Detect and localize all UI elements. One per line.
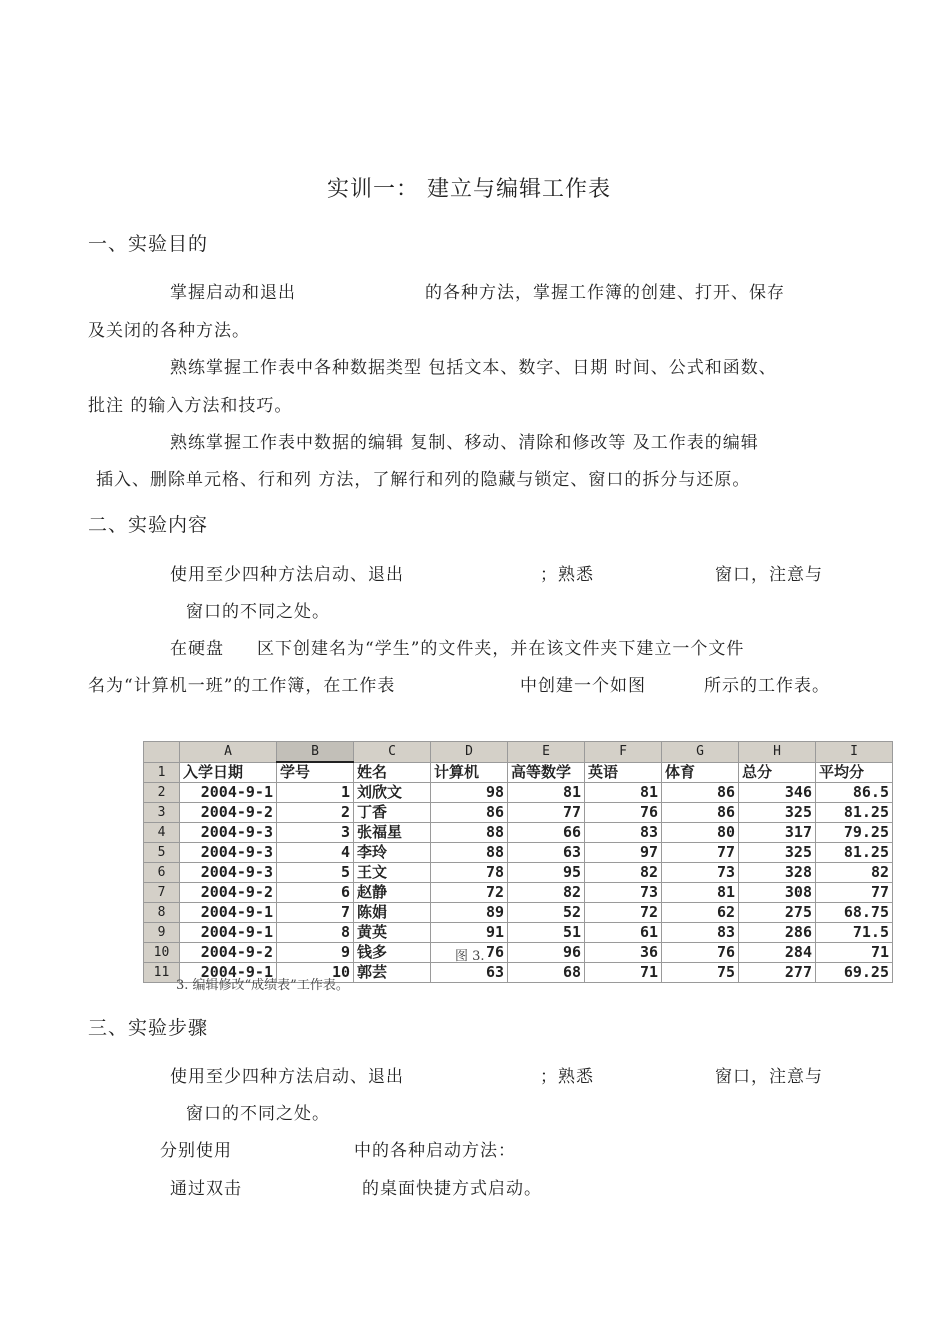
table-cell: 73 [585,883,662,903]
paragraph-text: 窗口的不同之处。 [186,1104,330,1124]
table-row [144,803,893,823]
header-cell: 学号 [277,762,354,783]
header-cell: 入学日期 [180,762,277,783]
table-cell: 286 [739,923,816,943]
column-header: C [354,742,431,763]
header-cell: 姓名 [354,762,431,783]
table-cell: 68.75 [816,903,893,923]
table-cell: 张福星 [354,823,431,843]
table-cell: 63 [431,963,508,983]
table-cell: 2004-9-3 [180,823,277,843]
table-cell: 86.5 [816,783,893,803]
table-cell: 郭芸 [354,963,431,983]
paragraph-text: 熟练掌握工作表中数据的编辑 复制、移动、清除和修改等 及工作表的编辑 [170,433,759,453]
table-cell: 78 [431,863,508,883]
table-cell: 77 [508,803,585,823]
table-cell: 81 [662,883,739,903]
table-row [144,783,893,803]
table-cell: 81.25 [816,843,893,863]
column-header: A [180,742,277,763]
header-cell: 英语 [585,762,662,783]
table-row [144,823,893,843]
table-cell: 钱多 [354,943,431,963]
header-cell: 计算机 [431,762,508,783]
table-cell: 86 [662,803,739,823]
page-title: 实训一： 建立与编辑工作表 [327,177,611,202]
header-cell: 总分 [739,762,816,783]
row-header: 8 [144,903,180,923]
table-cell: 2004-9-1 [180,923,277,943]
table-cell: 98 [431,783,508,803]
table-cell: 赵静 [354,883,431,903]
header-cell: 体育 [662,762,739,783]
table-cell: 2004-9-3 [180,843,277,863]
table-cell: 71.5 [816,923,893,943]
row-header: 9 [144,923,180,943]
spreadsheet-figure [143,741,893,983]
table-cell: 陈娟 [354,903,431,923]
table-cell: 2004-9-1 [180,783,277,803]
column-header: E [508,742,585,763]
row-header: 3 [144,803,180,823]
header-cell: 高等数学 [508,762,585,783]
table-cell: 61 [585,923,662,943]
row-header: 7 [144,883,180,903]
table-cell: 77 [816,883,893,903]
table-cell: 51 [508,923,585,943]
row-header: 1 [144,762,180,783]
paragraph-text: ；熟悉 [540,565,594,585]
paragraph-text: 分别使用 [160,1141,232,1161]
table-cell: 2004-9-2 [180,883,277,903]
table-cell: 86 [662,783,739,803]
table-cell: 72 [431,883,508,903]
table-cell: 83 [585,823,662,843]
table-cell: 308 [739,883,816,903]
table-cell: 81 [585,783,662,803]
paragraph-text: 使用至少四种方法启动、退出 [170,1067,404,1087]
table-row [144,863,893,883]
column-header: I [816,742,893,763]
table-cell: 62 [662,903,739,923]
table-cell: 81.25 [816,803,893,823]
table-cell: 王文 [354,863,431,883]
table-cell: 2004-9-2 [180,803,277,823]
paragraph-text: 窗口，注意与 [715,565,823,585]
row-header: 10 [144,943,180,963]
table-cell: 325 [739,843,816,863]
figure-label: 图 3. [455,949,485,964]
table-cell: 91 [431,923,508,943]
row-header: 2 [144,783,180,803]
corner-cell [144,742,180,763]
table-cell: 2004-9-1 [180,903,277,923]
paragraph-text: 的各种方法，掌握工作簿的创建、打开、保存 [425,283,785,303]
table-cell: 77 [662,843,739,863]
table-cell: 82 [816,863,893,883]
paragraph-text: 插入、删除单元格、行和列 方法，了解行和列的隐藏与锁定、窗口的拆分与还原。 [96,470,751,490]
table-cell: 1 [277,783,354,803]
section-heading-content: 二、实验内容 [88,514,209,536]
table-row [144,943,893,963]
section-heading-steps: 三、实验步骤 [88,1017,209,1039]
paragraph-text: ；熟悉 [540,1067,594,1087]
table-cell: 8 [277,923,354,943]
table-cell: 68 [508,963,585,983]
table-cell: 9 [277,943,354,963]
column-header: F [585,742,662,763]
table-cell: 71 [816,943,893,963]
paragraph-text: 中创建一个如图 [520,676,646,696]
table-cell: 96 [508,943,585,963]
column-header: B [277,742,354,763]
table-cell: 76 [585,803,662,823]
table-cell: 346 [739,783,816,803]
table-cell: 79.25 [816,823,893,843]
paragraph-text: 熟练掌握工作表中各种数据类型 包括文本、数字、日期 时间、公式和函数、 [170,358,777,378]
table-cell: 63 [508,843,585,863]
figure-caption: 3. 编辑修改“成绩表”工作表。 [176,978,349,993]
table-cell: 82 [508,883,585,903]
table-row [144,883,893,903]
sheet-header-row [144,762,893,783]
table-cell: 83 [662,923,739,943]
paragraph-text: 在硬盘 [170,639,224,659]
table-cell: 66 [508,823,585,843]
paragraph-text: 所示的工作表。 [704,676,830,696]
table-cell: 6 [277,883,354,903]
table-cell: 2 [277,803,354,823]
paragraph-text: 名为“计算机一班”的工作簿，在工作表 [88,676,396,696]
table-cell: 李玲 [354,843,431,863]
row-header: 6 [144,863,180,883]
table-row [144,923,893,943]
table-cell: 丁香 [354,803,431,823]
table-cell: 82 [585,863,662,883]
table-cell: 75 [662,963,739,983]
table-cell: 86 [431,803,508,823]
table-cell: 277 [739,963,816,983]
row-header: 4 [144,823,180,843]
paragraph-text: 使用至少四种方法启动、退出 [170,565,404,585]
paragraph-text: 区下创建名为“学生”的文件夹，并在该文件夹下建立一个文件 [257,639,745,659]
table-cell: 2004-9-2 [180,943,277,963]
table-cell: 刘欣文 [354,783,431,803]
column-header: D [431,742,508,763]
table-cell: 88 [431,843,508,863]
table-cell: 88 [431,823,508,843]
table-cell: 5 [277,863,354,883]
table-cell: 2004-9-3 [180,863,277,883]
table-cell: 80 [662,823,739,843]
table-cell: 4 [277,843,354,863]
table-cell: 97 [585,843,662,863]
paragraph-text: 掌握启动和退出 [170,283,296,303]
table-row [144,843,893,863]
table-cell: 7 [277,903,354,923]
paragraph-text: 及关闭的各种方法。 [88,321,250,341]
table-cell: 73 [662,863,739,883]
table-cell: 52 [508,903,585,923]
paragraph-text: 通过双击 [170,1179,242,1199]
table-cell: 3 [277,823,354,843]
paragraph-text: 的桌面快捷方式启动。 [362,1179,542,1199]
table-cell: 76 [662,943,739,963]
table-cell: 317 [739,823,816,843]
table-cell: 2004-9-1 [180,963,277,983]
paragraph-text: 窗口，注意与 [715,1067,823,1087]
table-cell: 89 [431,903,508,923]
table-cell: 黄英 [354,923,431,943]
header-cell: 平均分 [816,762,893,783]
column-header: G [662,742,739,763]
table-cell: 76 [431,943,508,963]
table-cell: 325 [739,803,816,823]
table-cell: 95 [508,863,585,883]
column-header: H [739,742,816,763]
table-cell: 275 [739,903,816,923]
table-cell: 36 [585,943,662,963]
row-header: 11 [144,963,180,983]
table-cell: 284 [739,943,816,963]
table-cell: 328 [739,863,816,883]
table-cell: 10 [277,963,354,983]
paragraph-text: 窗口的不同之处。 [186,602,330,622]
paragraph-text: 批注 的输入方法和技巧。 [88,396,293,416]
table-row [144,903,893,923]
paragraph-text: 中的各种启动方法： [354,1141,516,1161]
table-cell: 71 [585,963,662,983]
table-cell: 72 [585,903,662,923]
section-heading-purpose: 一、实验目的 [88,233,209,255]
row-header: 5 [144,843,180,863]
table-cell: 69.25 [816,963,893,983]
table-cell: 81 [508,783,585,803]
